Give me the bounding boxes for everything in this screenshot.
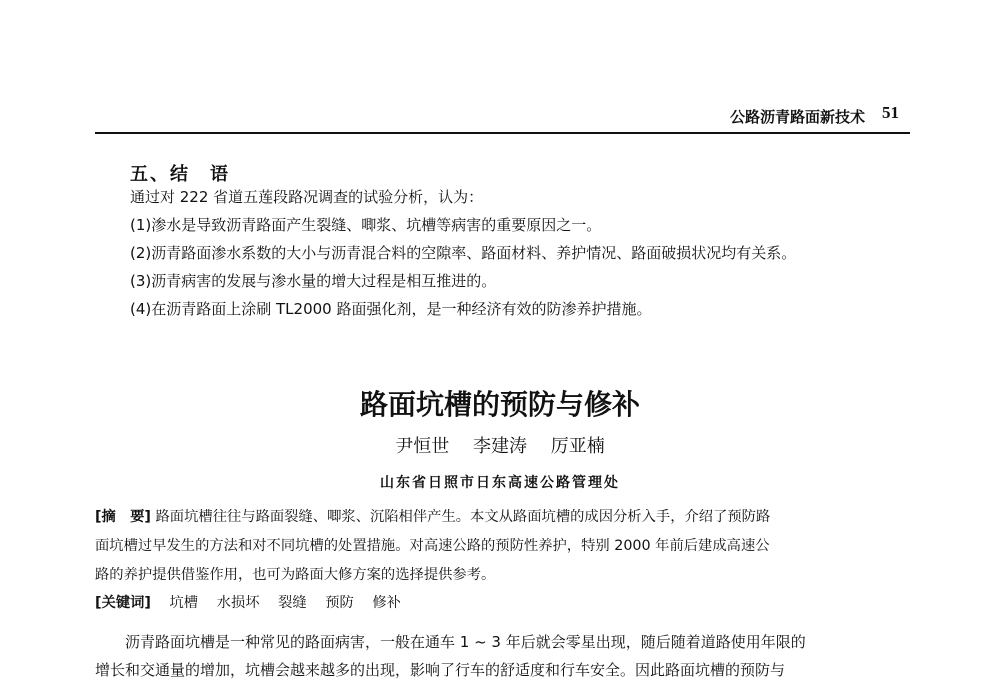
keyword: 水损坏 [216, 595, 260, 611]
abstract-text: 路的养护提供借鉴作用，也可为路面大修方案的选择提供参考。 [95, 567, 496, 583]
conclusion-intro: 通过对 222 省道五莲段路况调查的试验分析，认为： [130, 188, 484, 206]
body-paragraph-line: 增长和交通量的增加，坑槽会越来越多的出现，影响了行车的舒适度和行车安全。因此路面坑槽的预防与 [95, 661, 786, 679]
abstract-label: [摘 要] [95, 509, 151, 525]
journal-title: 公路沥青路面新技术 [729, 108, 865, 126]
body-paragraph-line: 沥青路面坑槽是一种常见的路面病害，一般在通车 1 ~ 3 年后就会零星出现，随后随着道路使用年限的 [125, 633, 806, 651]
header-rule [95, 132, 910, 134]
keyword: 修补 [372, 595, 401, 611]
keywords [95, 594, 401, 612]
keyword: 坑槽 [169, 595, 199, 611]
conclusion-point: (3)沥青病害的发展与渗水量的增大过程是相互推进的。 [130, 272, 497, 290]
conclusion-point: (2)沥青路面渗水系数的大小与沥青混合料的空隙率、路面材料、养护情况、路面破损状况均有关系。 [130, 244, 797, 262]
article-title: 路面坑槽的预防与修补 [359, 388, 640, 421]
section-heading: 五、结 语 [130, 164, 230, 185]
author-name: 厉亚楠 [550, 436, 605, 457]
conclusion-point: (1)渗水是导致沥青路面产生裂缝、唧浆、坑槽等病害的重要原因之一。 [130, 216, 602, 234]
author-name: 李建涛 [473, 436, 527, 457]
affiliation: 山东省日照市日东高速公路管理处 [380, 475, 620, 491]
keyword: 裂缝 [278, 595, 307, 611]
page-number: 51 [882, 103, 899, 122]
author-name: 尹恒世 [395, 436, 450, 457]
authors [0, 432, 1000, 458]
keyword: 预防 [325, 595, 354, 611]
abstract-text: 路面坑槽往往与路面裂缝、唧浆、沉陷相伴产生。本文从路面坑槽的成因分析入手，介绍了预防路 [155, 509, 771, 525]
abstract-text: 面坑槽过早发生的方法和对不同坑槽的处置措施。对高速公路的预防性养护，特别 2000 年前后建成高速公 [95, 538, 770, 554]
keywords-label: [关键词] [95, 595, 151, 611]
conclusion-point: (4)在沥青路面上涂刷 TL2000 路面强化剂，是一种经济有效的防渗养护措施。 [130, 300, 652, 318]
